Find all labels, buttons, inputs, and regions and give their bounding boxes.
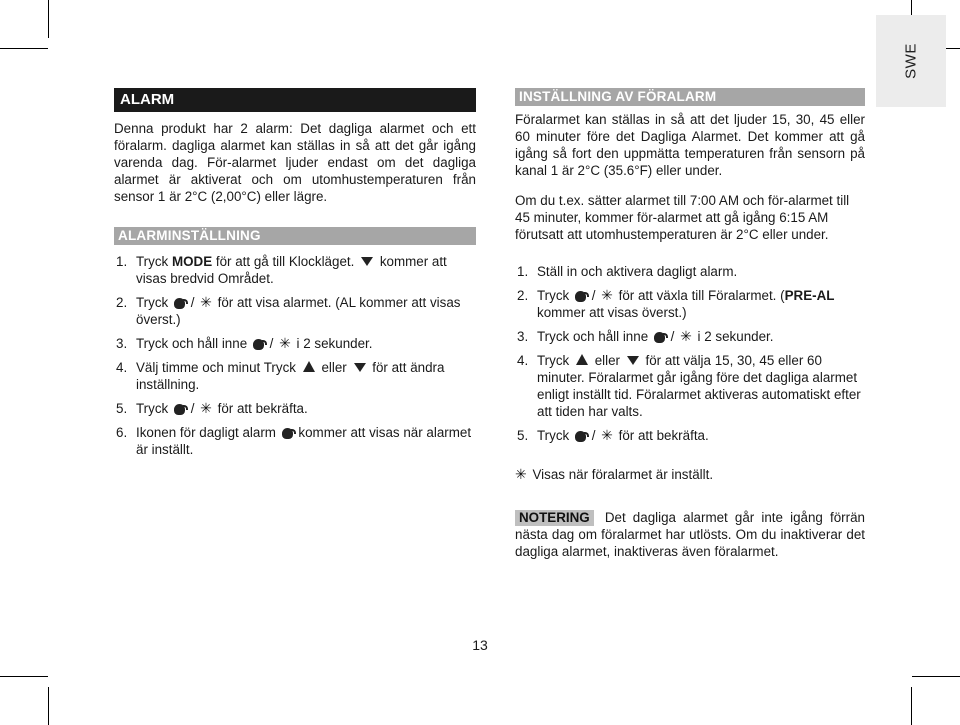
pre-alarm-star-icon: ✳ [601, 427, 613, 443]
alarm-bell-icon [174, 298, 185, 309]
list-item: 3. Tryck och håll inne / ✳ i 2 sekunder. [116, 335, 373, 351]
alarm-bell-icon [575, 291, 586, 302]
star-note: ✳ Visas när föralarmet är inställt. [515, 466, 714, 482]
pre-alarm-star-icon: ✳ [200, 400, 212, 416]
alarm-steps [114, 253, 476, 458]
alarm-bell-icon [654, 332, 665, 343]
note-tag: NOTERING [515, 510, 594, 526]
pre-alarm-star-icon: ✳ [680, 328, 692, 344]
down-arrow-icon [354, 363, 366, 372]
language-tab-label: SWE [902, 43, 920, 79]
pre-alarm-example: Om du t.ex. sätter alarmet till 7:00 AM och för-alarmet till 45 minuter, kommer för-alarmet att gå igång 6:15 AM förutsatt att utomhustemperaturen är 2°C eller under. [515, 193, 850, 242]
list-item: 1. Tryck MODE för att gå till Klockläget. kommer att visas bredvid Området. [116, 254, 447, 286]
alarm-heading: ALARM [114, 88, 476, 112]
page-number: 13 [472, 637, 488, 653]
alarm-bell-icon [282, 428, 293, 439]
crop-mark [911, 687, 912, 725]
crop-mark [48, 0, 49, 38]
up-arrow-icon [576, 354, 588, 365]
crop-mark [0, 48, 48, 49]
pre-alarm-star-icon: ✳ [279, 335, 291, 351]
up-arrow-icon [303, 361, 315, 372]
note-text: Det dagliga alarmet går inte igång förrän nästa dag om föralarmet har utlösts. Om du inaktiverar det dagliga alarmet, inaktiveras även föralarmet. [515, 510, 865, 559]
crop-mark [0, 676, 48, 677]
down-arrow-icon [627, 356, 639, 365]
list-item: 6. Ikonen för dagligt alarm kommer att visas när alarmet är inställt. [116, 425, 472, 457]
pre-alarm-steps [515, 263, 865, 444]
pre-alarm-star-icon: ✳ [200, 294, 212, 310]
list-item: 5. Tryck / ✳ för att bekräfta. [116, 400, 308, 416]
list-item: 5. Tryck / ✳ för att bekräfta. [517, 427, 709, 443]
alarm-intro: Denna produkt har 2 alarm: Det dagliga alarmet och ett föralarm. dagliga alarmet kan ställas in så att det går igång varenda dag. För-alarmet ljuder endast om det dagliga alarmet är aktiverat och om utomhustemperaturen från sensor 1 är 2°C (2,00°C) eller lägre. [114, 121, 476, 204]
alarm-settings-heading: ALARMINSTÄLLNING [114, 227, 476, 245]
pre-alarm-star-icon: ✳ [515, 466, 527, 482]
list-item: 2. Tryck / ✳ för att växla till Föralarmet. (PRE-AL kommer att visas överst.) [517, 287, 835, 320]
pre-alarm-star-icon: ✳ [601, 287, 613, 303]
alarm-bell-icon [575, 431, 586, 442]
alarm-bell-icon [174, 404, 185, 415]
crop-mark [912, 676, 960, 677]
alarm-bell-icon [253, 339, 264, 350]
crop-mark [48, 687, 49, 725]
language-tab [876, 15, 946, 107]
pre-alarm-intro: Föralarmet kan ställas in så att det ljuder 15, 30, 45 eller 60 minuter före det Dagliga Alarmet. Det kommer att gå igång så fort den uppmätta temperaturen från sensorn på kanal 1 är 2°C (35.6°F) eller under. [515, 112, 865, 178]
pre-alarm-heading: INSTÄLLNING AV FÖRALARM [515, 88, 865, 106]
list-item: 4. Tryck eller för att välja 15, 30, 45 eller 60 minuter. Föralarmet går igång före det dagliga alarmet enligt inställt tid. Föralarmet aktiveras automatiskt efter att tiden har valts. [517, 353, 861, 419]
left-column [114, 88, 476, 465]
right-column [515, 88, 865, 560]
list-item: 1. Ställ in och aktivera dagligt alarm. [517, 264, 738, 279]
down-arrow-icon [361, 257, 373, 266]
list-item: 3. Tryck och håll inne / ✳ i 2 sekunder. [517, 328, 774, 344]
list-item: 4. Välj timme och minut Tryck eller för att ändra inställning. [116, 360, 445, 392]
list-item: 2. Tryck / ✳ för att visa alarmet. (AL kommer att visas överst.) [116, 294, 461, 327]
note-paragraph [515, 509, 865, 560]
